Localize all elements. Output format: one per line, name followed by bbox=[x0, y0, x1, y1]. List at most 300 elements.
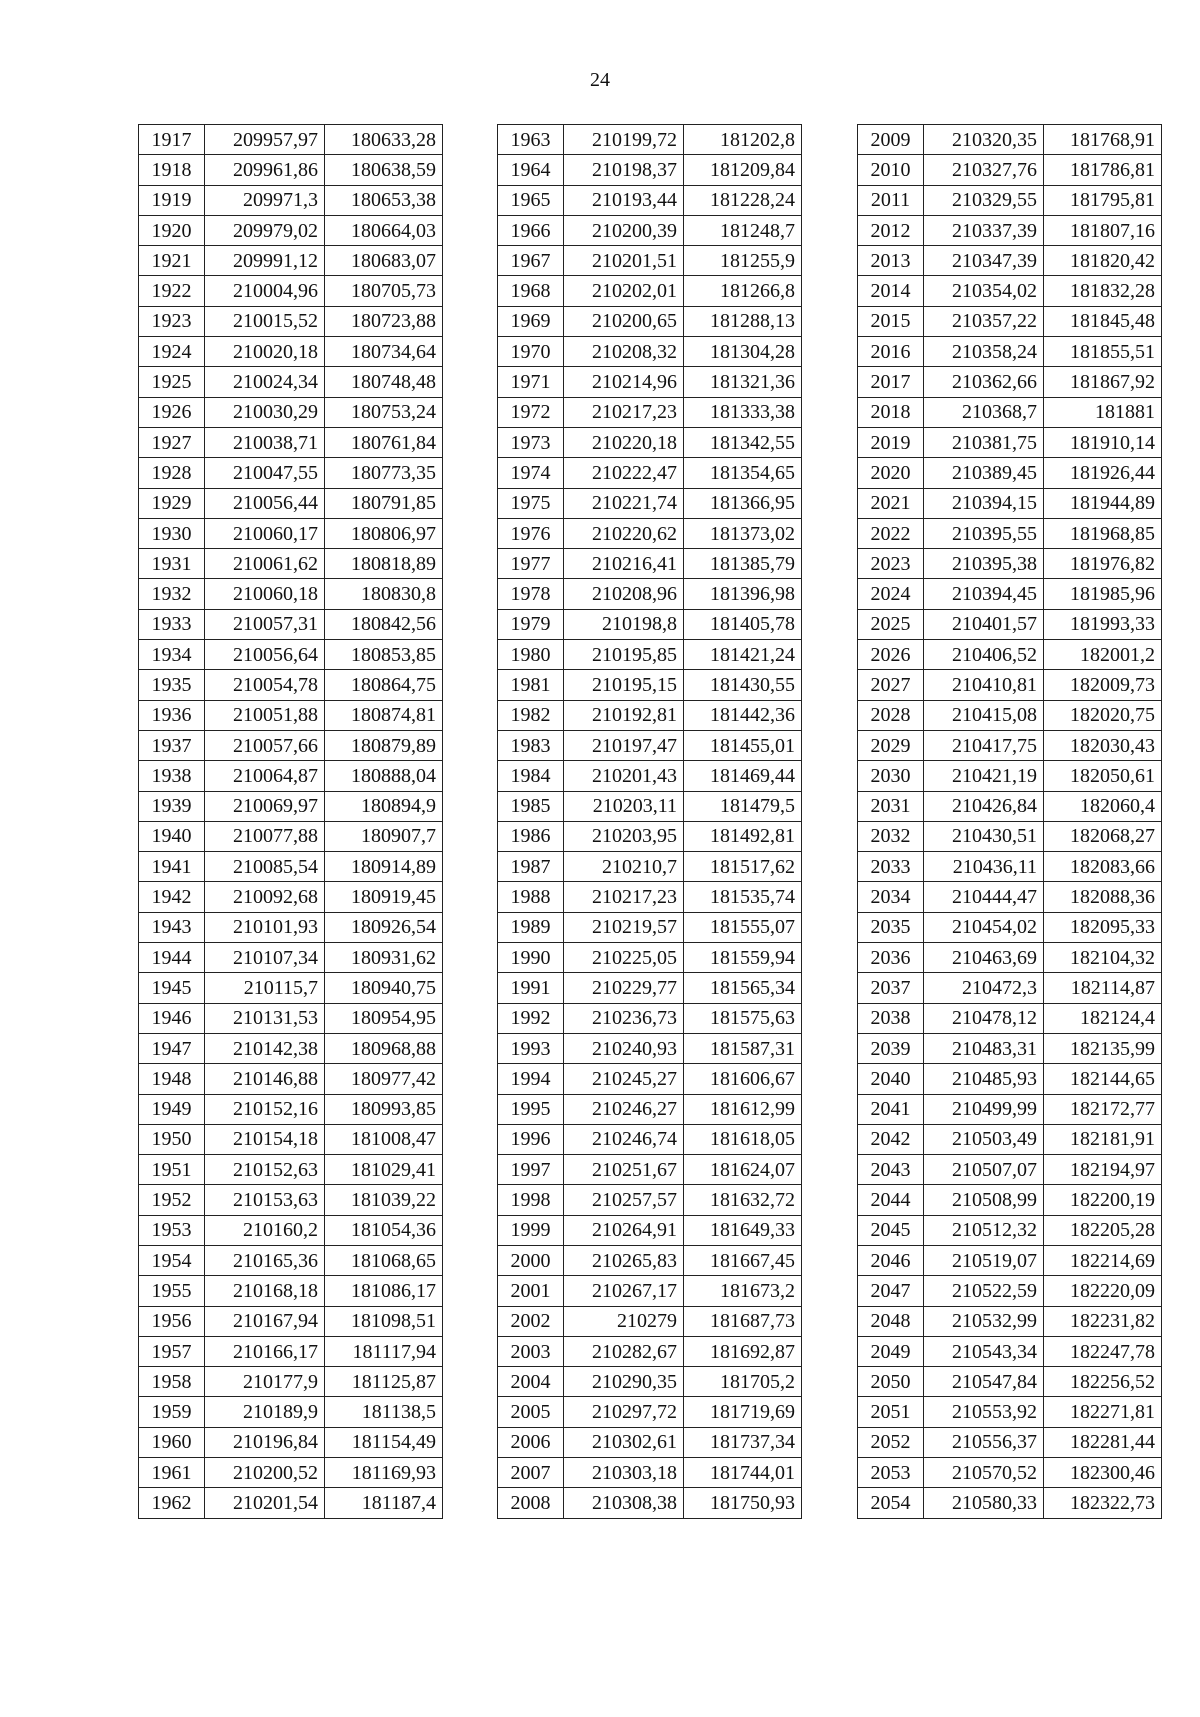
x-coordinate-cell: 210410,81 bbox=[924, 670, 1044, 700]
x-coordinate-cell: 210499,99 bbox=[924, 1094, 1044, 1124]
point-number-cell: 2037 bbox=[858, 973, 924, 1003]
x-coordinate-cell: 210463,69 bbox=[924, 943, 1044, 973]
point-number-cell: 1957 bbox=[139, 1336, 205, 1366]
y-coordinate-cell: 182172,77 bbox=[1044, 1094, 1162, 1124]
point-number-cell: 2041 bbox=[858, 1094, 924, 1124]
x-coordinate-cell: 210060,18 bbox=[205, 579, 325, 609]
point-number-cell: 1918 bbox=[139, 155, 205, 185]
y-coordinate-cell: 181169,93 bbox=[325, 1458, 443, 1488]
point-number-cell: 1962 bbox=[139, 1488, 205, 1518]
x-coordinate-cell: 210454,02 bbox=[924, 912, 1044, 942]
y-coordinate-cell: 181187,4 bbox=[325, 1488, 443, 1518]
y-coordinate-cell: 182068,27 bbox=[1044, 821, 1162, 851]
point-number-cell: 2016 bbox=[858, 337, 924, 367]
y-coordinate-cell: 181492,81 bbox=[684, 821, 802, 851]
point-number-cell: 2009 bbox=[858, 125, 924, 155]
x-coordinate-cell: 210357,22 bbox=[924, 306, 1044, 336]
table-row bbox=[858, 579, 1162, 609]
y-coordinate-cell: 181209,84 bbox=[684, 155, 802, 185]
table-row bbox=[139, 791, 443, 821]
x-coordinate-cell: 210152,63 bbox=[205, 1155, 325, 1185]
table-row bbox=[858, 1367, 1162, 1397]
y-coordinate-cell: 182181,91 bbox=[1044, 1124, 1162, 1154]
point-number-cell: 1998 bbox=[498, 1185, 564, 1215]
x-coordinate-cell: 210193,44 bbox=[564, 185, 684, 215]
point-number-cell: 1935 bbox=[139, 670, 205, 700]
table-row bbox=[858, 518, 1162, 548]
table-row bbox=[498, 125, 802, 155]
y-coordinate-cell: 182104,32 bbox=[1044, 943, 1162, 973]
x-coordinate-cell: 210282,67 bbox=[564, 1336, 684, 1366]
table-row bbox=[858, 246, 1162, 276]
page-number: 24 bbox=[590, 69, 610, 91]
y-coordinate-cell: 180633,28 bbox=[325, 125, 443, 155]
table-row bbox=[498, 912, 802, 942]
y-coordinate-cell: 181202,8 bbox=[684, 125, 802, 155]
point-number-cell: 2022 bbox=[858, 518, 924, 548]
table-row bbox=[139, 1306, 443, 1336]
x-coordinate-cell: 209991,12 bbox=[205, 246, 325, 276]
y-coordinate-cell: 181154,49 bbox=[325, 1427, 443, 1457]
x-coordinate-cell: 209961,86 bbox=[205, 155, 325, 185]
point-number-cell: 2006 bbox=[498, 1427, 564, 1457]
point-number-cell: 1983 bbox=[498, 730, 564, 760]
y-coordinate-cell: 181255,9 bbox=[684, 246, 802, 276]
point-number-cell: 1922 bbox=[139, 276, 205, 306]
table-row bbox=[139, 549, 443, 579]
x-coordinate-cell: 210395,38 bbox=[924, 549, 1044, 579]
point-number-cell: 1984 bbox=[498, 761, 564, 791]
x-coordinate-cell: 210024,34 bbox=[205, 367, 325, 397]
table-row bbox=[498, 852, 802, 882]
y-coordinate-cell: 182231,82 bbox=[1044, 1306, 1162, 1336]
table-row bbox=[498, 276, 802, 306]
table-row bbox=[498, 215, 802, 245]
y-coordinate-cell: 181820,42 bbox=[1044, 246, 1162, 276]
coordinate-table-2 bbox=[497, 124, 802, 1519]
table-row bbox=[858, 700, 1162, 730]
table-row bbox=[858, 549, 1162, 579]
point-number-cell: 2007 bbox=[498, 1458, 564, 1488]
point-number-cell: 1991 bbox=[498, 973, 564, 1003]
y-coordinate-cell: 181029,41 bbox=[325, 1155, 443, 1185]
x-coordinate-cell: 210503,49 bbox=[924, 1124, 1044, 1154]
table-row bbox=[858, 882, 1162, 912]
table-row bbox=[139, 1367, 443, 1397]
point-number-cell: 2049 bbox=[858, 1336, 924, 1366]
x-coordinate-cell: 210196,84 bbox=[205, 1427, 325, 1457]
table-row bbox=[498, 427, 802, 457]
x-coordinate-cell: 210553,92 bbox=[924, 1397, 1044, 1427]
x-coordinate-cell: 210201,51 bbox=[564, 246, 684, 276]
table-row bbox=[498, 609, 802, 639]
y-coordinate-cell: 182194,97 bbox=[1044, 1155, 1162, 1185]
table-row bbox=[858, 458, 1162, 488]
x-coordinate-cell: 210069,97 bbox=[205, 791, 325, 821]
y-coordinate-cell: 181926,44 bbox=[1044, 458, 1162, 488]
point-number-cell: 1971 bbox=[498, 367, 564, 397]
table-row bbox=[858, 761, 1162, 791]
table-row bbox=[858, 125, 1162, 155]
y-coordinate-cell: 182300,46 bbox=[1044, 1458, 1162, 1488]
y-coordinate-cell: 180842,56 bbox=[325, 609, 443, 639]
table-row bbox=[139, 1185, 443, 1215]
table-row bbox=[858, 1306, 1162, 1336]
y-coordinate-cell: 181054,36 bbox=[325, 1215, 443, 1245]
x-coordinate-cell: 210257,57 bbox=[564, 1185, 684, 1215]
point-number-cell: 1990 bbox=[498, 943, 564, 973]
point-number-cell: 1944 bbox=[139, 943, 205, 973]
point-number-cell: 2044 bbox=[858, 1185, 924, 1215]
y-coordinate-cell: 181430,55 bbox=[684, 670, 802, 700]
table-row bbox=[498, 185, 802, 215]
x-coordinate-cell: 210198,8 bbox=[564, 609, 684, 639]
x-coordinate-cell: 210004,96 bbox=[205, 276, 325, 306]
x-coordinate-cell: 210483,31 bbox=[924, 1033, 1044, 1063]
point-number-cell: 2000 bbox=[498, 1245, 564, 1275]
y-coordinate-cell: 182144,65 bbox=[1044, 1064, 1162, 1094]
x-coordinate-cell: 210421,19 bbox=[924, 761, 1044, 791]
y-coordinate-cell: 181442,36 bbox=[684, 700, 802, 730]
y-coordinate-cell: 181606,67 bbox=[684, 1064, 802, 1094]
y-coordinate-cell: 181993,33 bbox=[1044, 609, 1162, 639]
table-row bbox=[498, 1427, 802, 1457]
point-number-cell: 2029 bbox=[858, 730, 924, 760]
coordinate-table-3 bbox=[857, 124, 1162, 1519]
x-coordinate-cell: 210115,7 bbox=[205, 973, 325, 1003]
table-row bbox=[498, 488, 802, 518]
x-coordinate-cell: 210210,7 bbox=[564, 852, 684, 882]
x-coordinate-cell: 210146,88 bbox=[205, 1064, 325, 1094]
y-coordinate-cell: 181479,5 bbox=[684, 791, 802, 821]
table-row bbox=[498, 397, 802, 427]
y-coordinate-cell: 181944,89 bbox=[1044, 488, 1162, 518]
table-row bbox=[498, 1306, 802, 1336]
x-coordinate-cell: 210337,39 bbox=[924, 215, 1044, 245]
point-number-cell: 1968 bbox=[498, 276, 564, 306]
point-number-cell: 2042 bbox=[858, 1124, 924, 1154]
table-row bbox=[139, 1003, 443, 1033]
y-coordinate-cell: 182020,75 bbox=[1044, 700, 1162, 730]
table-row bbox=[858, 337, 1162, 367]
x-coordinate-cell: 210195,15 bbox=[564, 670, 684, 700]
point-number-cell: 1982 bbox=[498, 700, 564, 730]
y-coordinate-cell: 182009,73 bbox=[1044, 670, 1162, 700]
table-row bbox=[858, 791, 1162, 821]
y-coordinate-cell: 181832,28 bbox=[1044, 276, 1162, 306]
table-row bbox=[139, 973, 443, 1003]
y-coordinate-cell: 181744,01 bbox=[684, 1458, 802, 1488]
x-coordinate-cell: 210580,33 bbox=[924, 1488, 1044, 1518]
x-coordinate-cell: 210214,96 bbox=[564, 367, 684, 397]
x-coordinate-cell: 210368,7 bbox=[924, 397, 1044, 427]
table-row bbox=[498, 367, 802, 397]
x-coordinate-cell: 210203,95 bbox=[564, 821, 684, 851]
point-number-cell: 2025 bbox=[858, 609, 924, 639]
table-row bbox=[858, 488, 1162, 518]
x-coordinate-cell: 210362,66 bbox=[924, 367, 1044, 397]
y-coordinate-cell: 181008,47 bbox=[325, 1124, 443, 1154]
point-number-cell: 1979 bbox=[498, 609, 564, 639]
point-number-cell: 2028 bbox=[858, 700, 924, 730]
point-number-cell: 1967 bbox=[498, 246, 564, 276]
point-number-cell: 1988 bbox=[498, 882, 564, 912]
y-coordinate-cell: 180977,42 bbox=[325, 1064, 443, 1094]
point-number-cell: 2034 bbox=[858, 882, 924, 912]
x-coordinate-cell: 210290,35 bbox=[564, 1367, 684, 1397]
x-coordinate-cell: 210061,62 bbox=[205, 549, 325, 579]
y-coordinate-cell: 181117,94 bbox=[325, 1336, 443, 1366]
y-coordinate-cell: 180907,7 bbox=[325, 821, 443, 851]
x-coordinate-cell: 210221,74 bbox=[564, 488, 684, 518]
point-number-cell: 1972 bbox=[498, 397, 564, 427]
point-number-cell: 2047 bbox=[858, 1276, 924, 1306]
y-coordinate-cell: 180723,88 bbox=[325, 306, 443, 336]
point-number-cell: 1948 bbox=[139, 1064, 205, 1094]
point-number-cell: 2046 bbox=[858, 1245, 924, 1275]
point-number-cell: 2031 bbox=[858, 791, 924, 821]
x-coordinate-cell: 210522,59 bbox=[924, 1276, 1044, 1306]
y-coordinate-cell: 182281,44 bbox=[1044, 1427, 1162, 1457]
y-coordinate-cell: 181125,87 bbox=[325, 1367, 443, 1397]
x-coordinate-cell: 210225,05 bbox=[564, 943, 684, 973]
y-coordinate-cell: 181910,14 bbox=[1044, 427, 1162, 457]
point-number-cell: 1959 bbox=[139, 1397, 205, 1427]
point-number-cell: 1949 bbox=[139, 1094, 205, 1124]
table-row bbox=[139, 579, 443, 609]
y-coordinate-cell: 181618,05 bbox=[684, 1124, 802, 1154]
y-coordinate-cell: 181575,63 bbox=[684, 1003, 802, 1033]
y-coordinate-cell: 181705,2 bbox=[684, 1367, 802, 1397]
x-coordinate-cell: 210320,35 bbox=[924, 125, 1044, 155]
x-coordinate-cell: 210064,87 bbox=[205, 761, 325, 791]
y-coordinate-cell: 181421,24 bbox=[684, 640, 802, 670]
table-row bbox=[498, 1094, 802, 1124]
table-row bbox=[139, 488, 443, 518]
y-coordinate-cell: 181366,95 bbox=[684, 488, 802, 518]
y-coordinate-cell: 180968,88 bbox=[325, 1033, 443, 1063]
y-coordinate-cell: 181587,31 bbox=[684, 1033, 802, 1063]
table-row bbox=[858, 276, 1162, 306]
point-number-cell: 1974 bbox=[498, 458, 564, 488]
point-number-cell: 2011 bbox=[858, 185, 924, 215]
point-number-cell: 1965 bbox=[498, 185, 564, 215]
x-coordinate-cell: 210265,83 bbox=[564, 1245, 684, 1275]
y-coordinate-cell: 181068,65 bbox=[325, 1245, 443, 1275]
x-coordinate-cell: 210152,16 bbox=[205, 1094, 325, 1124]
y-coordinate-cell: 182095,33 bbox=[1044, 912, 1162, 942]
y-coordinate-cell: 181976,82 bbox=[1044, 549, 1162, 579]
table-row bbox=[139, 1064, 443, 1094]
point-number-cell: 2010 bbox=[858, 155, 924, 185]
point-number-cell: 2035 bbox=[858, 912, 924, 942]
y-coordinate-cell: 181881 bbox=[1044, 397, 1162, 427]
table-row bbox=[139, 821, 443, 851]
x-coordinate-cell: 210222,47 bbox=[564, 458, 684, 488]
table-row bbox=[139, 943, 443, 973]
table-row bbox=[498, 579, 802, 609]
point-number-cell: 1970 bbox=[498, 337, 564, 367]
table-row bbox=[498, 1458, 802, 1488]
point-number-cell: 1952 bbox=[139, 1185, 205, 1215]
table-row bbox=[498, 1124, 802, 1154]
x-coordinate-cell: 210508,99 bbox=[924, 1185, 1044, 1215]
x-coordinate-cell: 210327,76 bbox=[924, 155, 1044, 185]
point-number-cell: 2014 bbox=[858, 276, 924, 306]
x-coordinate-cell: 210436,11 bbox=[924, 852, 1044, 882]
point-number-cell: 2033 bbox=[858, 852, 924, 882]
table-row bbox=[139, 912, 443, 942]
table-row bbox=[858, 670, 1162, 700]
y-coordinate-cell: 180761,84 bbox=[325, 427, 443, 457]
table-row bbox=[858, 1064, 1162, 1094]
y-coordinate-cell: 180791,85 bbox=[325, 488, 443, 518]
table-row bbox=[858, 427, 1162, 457]
x-coordinate-cell: 210166,17 bbox=[205, 1336, 325, 1366]
table-row bbox=[498, 1003, 802, 1033]
y-coordinate-cell: 180664,03 bbox=[325, 215, 443, 245]
table-row bbox=[498, 549, 802, 579]
y-coordinate-cell: 181098,51 bbox=[325, 1306, 443, 1336]
x-coordinate-cell: 210472,3 bbox=[924, 973, 1044, 1003]
point-number-cell: 2021 bbox=[858, 488, 924, 518]
x-coordinate-cell: 210200,52 bbox=[205, 1458, 325, 1488]
y-coordinate-cell: 181228,24 bbox=[684, 185, 802, 215]
y-coordinate-cell: 181517,62 bbox=[684, 852, 802, 882]
y-coordinate-cell: 181624,07 bbox=[684, 1155, 802, 1185]
x-coordinate-cell: 210236,73 bbox=[564, 1003, 684, 1033]
table-row bbox=[858, 640, 1162, 670]
x-coordinate-cell: 210216,41 bbox=[564, 549, 684, 579]
table-row bbox=[139, 518, 443, 548]
point-number-cell: 2013 bbox=[858, 246, 924, 276]
table-row bbox=[139, 458, 443, 488]
x-coordinate-cell: 210203,11 bbox=[564, 791, 684, 821]
y-coordinate-cell: 182088,36 bbox=[1044, 882, 1162, 912]
point-number-cell: 2018 bbox=[858, 397, 924, 427]
x-coordinate-cell: 210240,93 bbox=[564, 1033, 684, 1063]
x-coordinate-cell: 210543,34 bbox=[924, 1336, 1044, 1366]
table-row bbox=[139, 670, 443, 700]
x-coordinate-cell: 210198,37 bbox=[564, 155, 684, 185]
y-coordinate-cell: 180705,73 bbox=[325, 276, 443, 306]
y-coordinate-cell: 181867,92 bbox=[1044, 367, 1162, 397]
x-coordinate-cell: 209979,02 bbox=[205, 215, 325, 245]
point-number-cell: 1960 bbox=[139, 1427, 205, 1457]
table-row bbox=[858, 1397, 1162, 1427]
table-row bbox=[498, 1367, 802, 1397]
table-row bbox=[139, 609, 443, 639]
point-number-cell: 1978 bbox=[498, 579, 564, 609]
point-number-cell: 2005 bbox=[498, 1397, 564, 1427]
x-coordinate-cell: 209971,3 bbox=[205, 185, 325, 215]
point-number-cell: 1977 bbox=[498, 549, 564, 579]
table-row bbox=[858, 1276, 1162, 1306]
x-coordinate-cell: 210142,38 bbox=[205, 1033, 325, 1063]
y-coordinate-cell: 181807,16 bbox=[1044, 215, 1162, 245]
point-number-cell: 2024 bbox=[858, 579, 924, 609]
table-row bbox=[858, 609, 1162, 639]
y-coordinate-cell: 181649,33 bbox=[684, 1215, 802, 1245]
x-coordinate-cell: 210395,55 bbox=[924, 518, 1044, 548]
y-coordinate-cell: 181968,85 bbox=[1044, 518, 1162, 548]
table-row bbox=[858, 1124, 1162, 1154]
x-coordinate-cell: 210329,55 bbox=[924, 185, 1044, 215]
table-row bbox=[498, 1276, 802, 1306]
point-number-cell: 1945 bbox=[139, 973, 205, 1003]
y-coordinate-cell: 180919,45 bbox=[325, 882, 443, 912]
point-number-cell: 1997 bbox=[498, 1155, 564, 1185]
point-number-cell: 1923 bbox=[139, 306, 205, 336]
y-coordinate-cell: 182060,4 bbox=[1044, 791, 1162, 821]
table-row bbox=[498, 943, 802, 973]
point-number-cell: 1921 bbox=[139, 246, 205, 276]
point-number-cell: 2017 bbox=[858, 367, 924, 397]
point-number-cell: 1956 bbox=[139, 1306, 205, 1336]
point-number-cell: 1980 bbox=[498, 640, 564, 670]
point-number-cell: 2054 bbox=[858, 1488, 924, 1518]
table-row bbox=[139, 246, 443, 276]
x-coordinate-cell: 210020,18 bbox=[205, 337, 325, 367]
point-number-cell: 1931 bbox=[139, 549, 205, 579]
table-row bbox=[498, 791, 802, 821]
point-number-cell: 1932 bbox=[139, 579, 205, 609]
x-coordinate-cell: 210246,74 bbox=[564, 1124, 684, 1154]
y-coordinate-cell: 181985,96 bbox=[1044, 579, 1162, 609]
table-row bbox=[139, 397, 443, 427]
y-coordinate-cell: 181396,98 bbox=[684, 579, 802, 609]
x-coordinate-cell: 210347,39 bbox=[924, 246, 1044, 276]
x-coordinate-cell: 210195,85 bbox=[564, 640, 684, 670]
table-row bbox=[498, 1064, 802, 1094]
point-number-cell: 1939 bbox=[139, 791, 205, 821]
point-number-cell: 1926 bbox=[139, 397, 205, 427]
table-row bbox=[139, 215, 443, 245]
x-coordinate-cell: 210038,71 bbox=[205, 427, 325, 457]
y-coordinate-cell: 181786,81 bbox=[1044, 155, 1162, 185]
table-row bbox=[858, 1488, 1162, 1518]
y-coordinate-cell: 181535,74 bbox=[684, 882, 802, 912]
point-number-cell: 1919 bbox=[139, 185, 205, 215]
x-coordinate-cell: 210217,23 bbox=[564, 397, 684, 427]
point-number-cell: 2038 bbox=[858, 1003, 924, 1033]
y-coordinate-cell: 180753,24 bbox=[325, 397, 443, 427]
table-row bbox=[139, 1155, 443, 1185]
point-number-cell: 2004 bbox=[498, 1367, 564, 1397]
point-number-cell: 1992 bbox=[498, 1003, 564, 1033]
x-coordinate-cell: 210131,53 bbox=[205, 1003, 325, 1033]
y-coordinate-cell: 181559,94 bbox=[684, 943, 802, 973]
y-coordinate-cell: 180683,07 bbox=[325, 246, 443, 276]
y-coordinate-cell: 180993,85 bbox=[325, 1094, 443, 1124]
table-row bbox=[498, 700, 802, 730]
table-row bbox=[139, 306, 443, 336]
y-coordinate-cell: 182050,61 bbox=[1044, 761, 1162, 791]
table-row bbox=[498, 730, 802, 760]
point-number-cell: 1954 bbox=[139, 1245, 205, 1275]
x-coordinate-cell: 210303,18 bbox=[564, 1458, 684, 1488]
x-coordinate-cell: 210189,9 bbox=[205, 1397, 325, 1427]
x-coordinate-cell: 210177,9 bbox=[205, 1367, 325, 1397]
x-coordinate-cell: 210220,62 bbox=[564, 518, 684, 548]
x-coordinate-cell: 210297,72 bbox=[564, 1397, 684, 1427]
point-number-cell: 2040 bbox=[858, 1064, 924, 1094]
x-coordinate-cell: 210092,68 bbox=[205, 882, 325, 912]
point-number-cell: 1994 bbox=[498, 1064, 564, 1094]
table-row bbox=[858, 1245, 1162, 1275]
table-row bbox=[858, 1094, 1162, 1124]
x-coordinate-cell: 210060,17 bbox=[205, 518, 325, 548]
